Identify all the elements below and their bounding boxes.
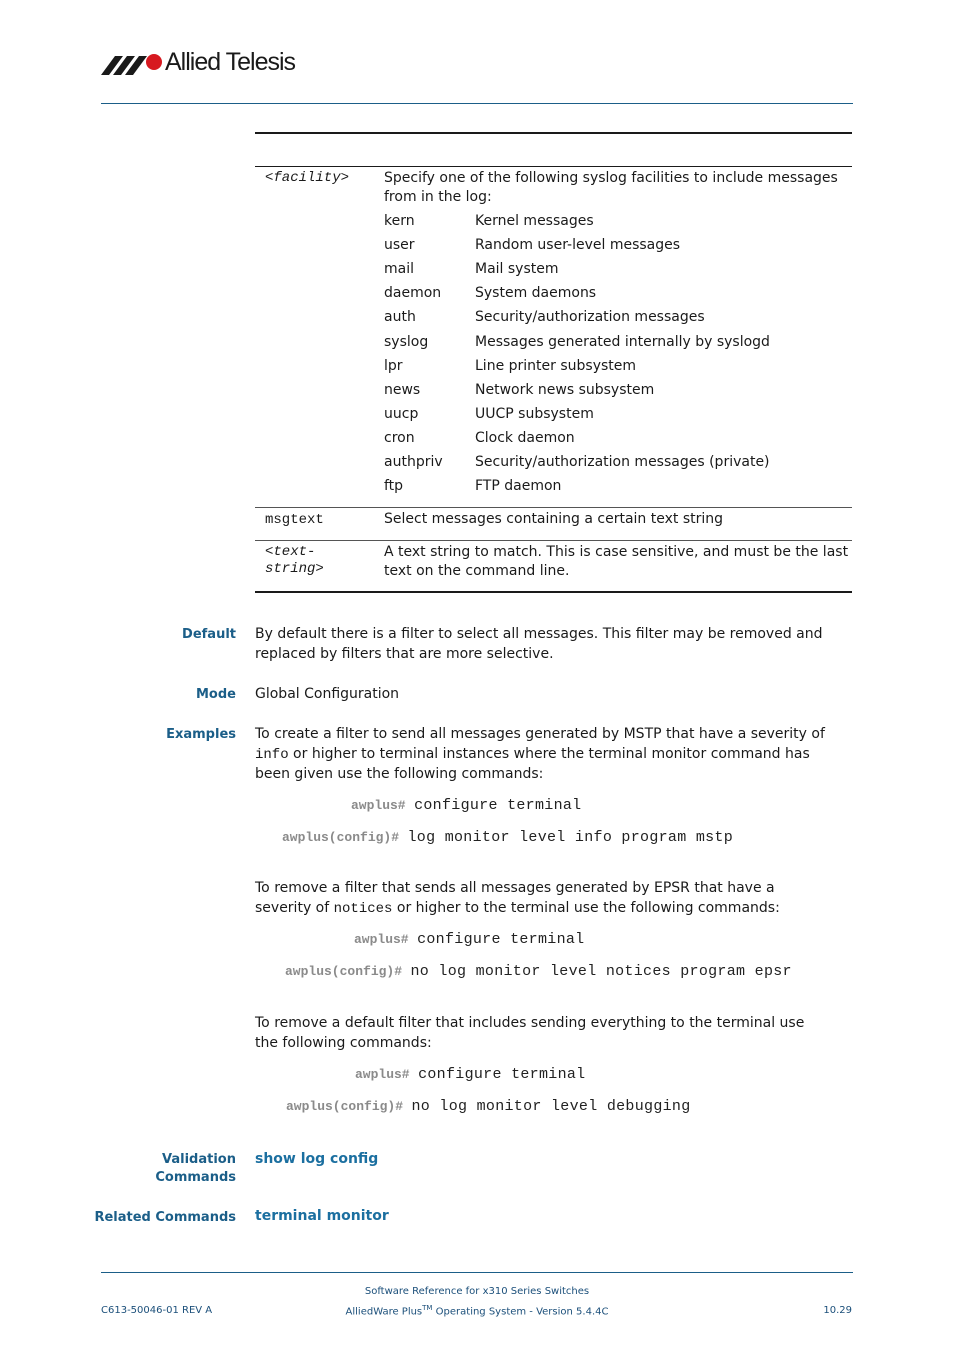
mode-text: Global Configuration xyxy=(255,686,400,702)
facility-row xyxy=(384,236,852,255)
param-msgtext: msgtext xyxy=(265,512,324,528)
show-log-config-link[interactable]: show log config xyxy=(255,1151,379,1167)
example-3-line-1: awplus# configure terminal xyxy=(355,1066,586,1083)
facility-row xyxy=(384,453,852,472)
facility-description: Messages generated internally by syslogd xyxy=(475,333,770,350)
facility-row xyxy=(384,333,852,352)
footer-os: AlliedWare Plus™ Operating System - Version 5.4.4C xyxy=(345,1304,609,1318)
facility-row xyxy=(384,212,852,231)
validation-label: Validation Commands xyxy=(155,1152,236,1185)
facility-name: kern xyxy=(384,213,415,229)
facility-name: syslog xyxy=(384,333,429,350)
facility-description: Clock daemon xyxy=(475,429,575,446)
example-3-line-2: awplus(config)# no log monitor level debugging xyxy=(286,1098,691,1115)
related-label: Related Commands xyxy=(94,1210,236,1225)
facility-row xyxy=(384,381,852,400)
table-row-rule xyxy=(255,507,852,508)
facility-row xyxy=(384,477,852,496)
facility-description: System daemons xyxy=(475,285,597,302)
facility-row xyxy=(384,357,852,376)
footer-title: Software Reference for x310 Series Switches xyxy=(364,1286,590,1297)
logo-mark-icon xyxy=(101,51,165,79)
facility-name: auth xyxy=(384,309,416,326)
facility-name: daemon xyxy=(384,285,442,302)
facility-description: Line printer subsystem xyxy=(475,357,637,374)
example-2-line-1: awplus# configure terminal xyxy=(354,931,585,948)
facility-description: Security/authorization messages (private) xyxy=(475,454,770,470)
facility-row xyxy=(384,260,852,279)
facility-description: Kernel messages xyxy=(475,213,594,229)
allied-telesis-logo xyxy=(101,50,301,80)
example-1-line-2: awplus(config)# log monitor level info program mstp xyxy=(282,829,734,846)
footer-page-number: 10.29 xyxy=(823,1305,852,1316)
param-facility-desc: Specify one of the following syslog facilities to include messages from in the log: xyxy=(384,170,838,205)
facility-name: authpriv xyxy=(384,454,443,470)
example-2-line-2: awplus(config)# no log monitor level notices program epsr xyxy=(285,963,792,980)
facility-description: Mail system xyxy=(475,261,559,278)
facility-name: mail xyxy=(384,261,414,278)
facility-name: lpr xyxy=(384,357,403,374)
facility-description: Random user-level messages xyxy=(475,237,681,254)
footer-doc-id: C613-50046-01 REV A xyxy=(101,1305,213,1316)
footer-rule xyxy=(101,1272,853,1273)
facility-name: cron xyxy=(384,429,415,446)
default-label: Default xyxy=(182,627,236,642)
table-row-rule xyxy=(255,540,852,541)
facility-row xyxy=(384,429,852,448)
facility-description: FTP daemon xyxy=(475,478,562,495)
examples-label: Examples xyxy=(166,727,236,742)
facility-row xyxy=(384,284,852,303)
param-text-string: <text- string> xyxy=(265,544,324,577)
terminal-monitor-link[interactable]: terminal monitor xyxy=(255,1208,389,1224)
facility-description: UUCP subsystem xyxy=(475,405,594,422)
example-1-text: To create a filter to send all messages generated by MSTP that have a severity of info or higher to terminal instances where the terminal monitor command has been given use the following commands: xyxy=(255,726,825,782)
facility-description: Security/authorization messages xyxy=(475,309,705,326)
table-header-rule xyxy=(255,166,852,167)
example-2-text: To remove a filter that sends all messages generated by EPSR that have a severity of notices or higher to the terminal use the following commands: xyxy=(255,880,780,917)
facility-row xyxy=(384,405,852,424)
default-text: By default there is a filter to select all messages. This filter may be removed and replaced by filters that are more selective. xyxy=(255,626,823,662)
param-text-string-desc: A text string to match. This is case sensitive, and must be the last text on the command line. xyxy=(384,544,849,579)
mode-label: Mode xyxy=(196,687,236,702)
facility-name: uucp xyxy=(384,405,419,422)
header-rule xyxy=(101,103,853,104)
example-3-text: To remove a default filter that includes sending everything to the terminal use the following commands: xyxy=(255,1015,805,1051)
param-facility: <facility> xyxy=(265,170,350,186)
facility-name: user xyxy=(384,237,415,254)
param-msgtext-desc: Select messages containing a certain text string xyxy=(384,511,724,527)
facility-name: ftp xyxy=(384,478,404,495)
facility-name: news xyxy=(384,381,421,398)
facility-description: Network news subsystem xyxy=(475,381,655,398)
logo-text: Allied Telesis xyxy=(165,48,296,76)
facility-row xyxy=(384,308,852,327)
table-bottom-rule xyxy=(255,591,852,593)
table-top-rule xyxy=(255,132,852,134)
example-1-line-1: awplus# configure terminal xyxy=(351,797,582,814)
